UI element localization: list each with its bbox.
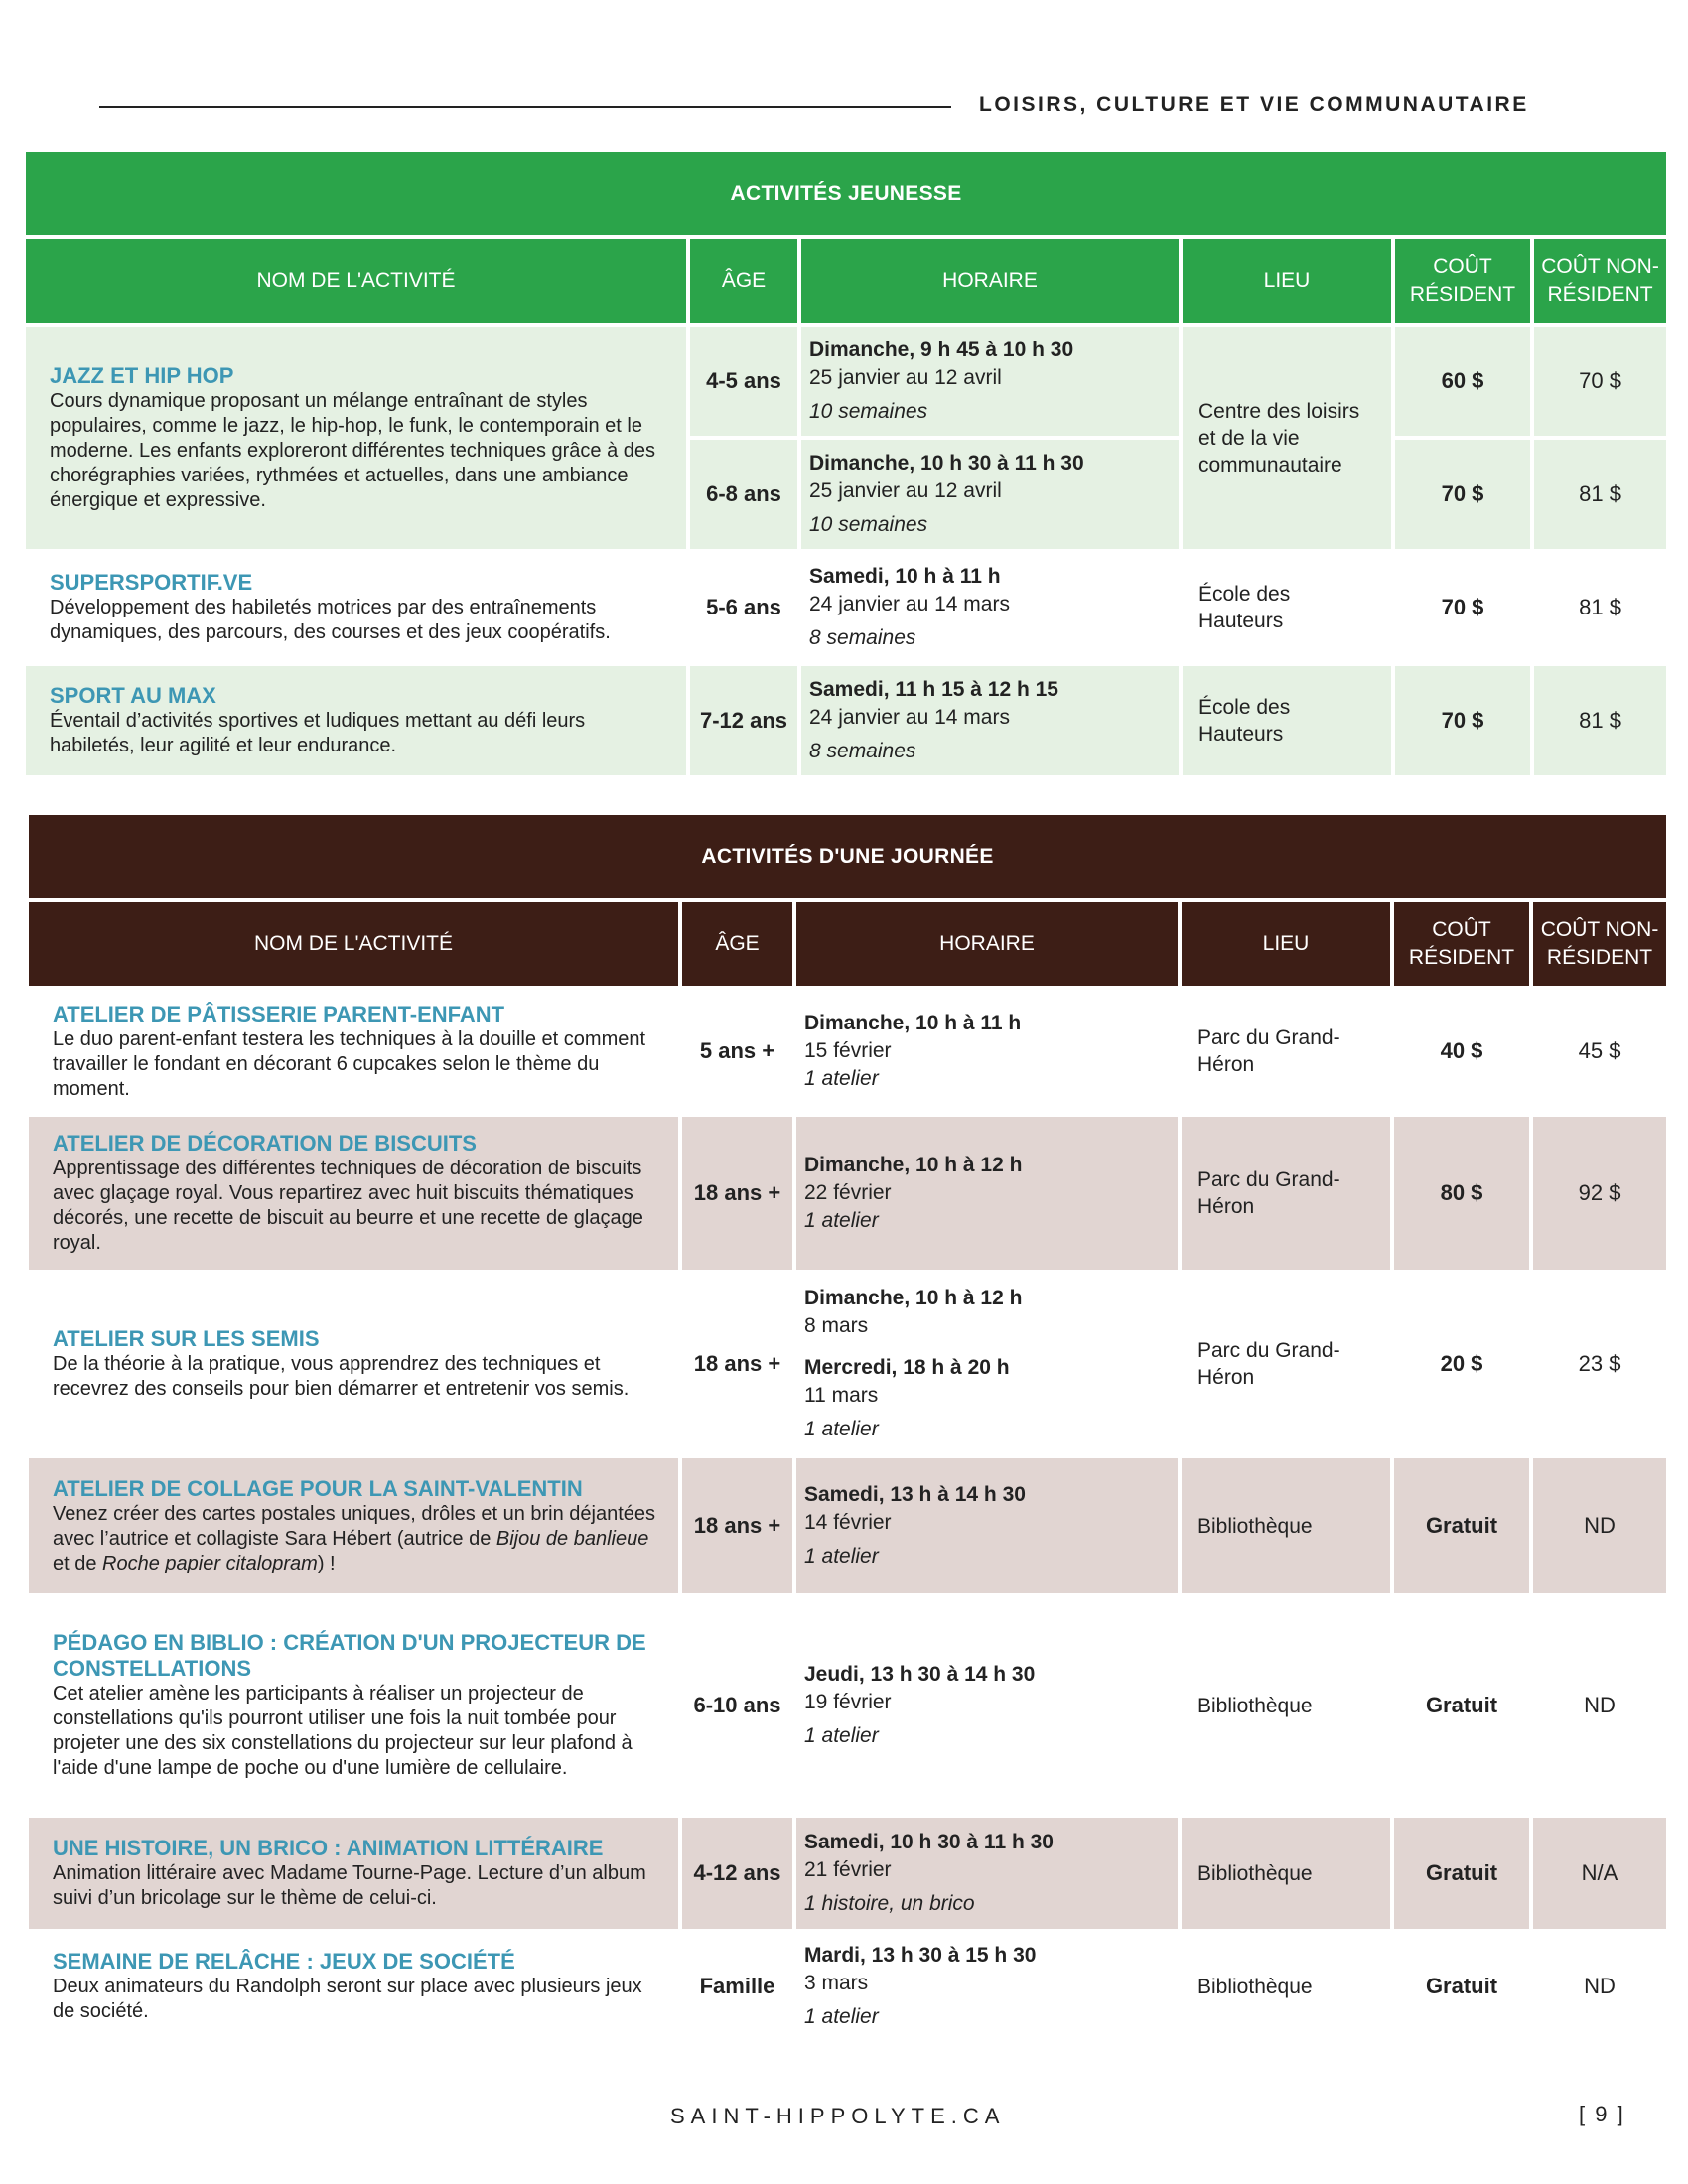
activity-cell	[29, 1933, 678, 2040]
schedule	[801, 327, 1179, 436]
age-range: 4-5 ans	[690, 327, 797, 436]
resident-cost: 60 $	[1395, 327, 1530, 436]
schedule-note: 1 atelier	[804, 1545, 879, 1568]
activity-name: ATELIER DE DÉCORATION DE BISCUITS	[53, 1131, 477, 1156]
day-activities-table	[25, 811, 1670, 2044]
section-title: LOISIRS, CULTURE ET VIE COMMUNAUTAIRE	[979, 93, 1529, 116]
activity-name: ATELIER DE COLLAGE POUR LA SAINT-VALENTIN	[53, 1475, 583, 1501]
youth-table-title: ACTIVITÉS JEUNESSE	[26, 152, 1666, 235]
resident-cost: Gratuit	[1425, 1974, 1498, 1998]
activity-name: UNE HISTOIRE, UN BRICO : ANIMATION LITTÉRAIRE	[53, 1836, 604, 1860]
resident-cost: Gratuit	[1425, 1693, 1498, 1717]
schedule-day: Samedi, 10 h 30 à 11 h 30	[804, 1831, 1054, 1853]
schedule	[796, 1117, 1178, 1270]
schedule-dates: 14 février	[804, 1511, 892, 1534]
resident-cost: 20 $	[1440, 1351, 1483, 1376]
age-range: 6-10 ans	[693, 1693, 781, 1717]
schedule-dates: 3 mars	[804, 1972, 869, 1994]
activity-name: SEMAINE DE RELÂCHE : JEUX DE SOCIÉTÉ	[53, 1949, 515, 1974]
activity-cell	[29, 990, 678, 1113]
description-text: ) !	[317, 1552, 336, 1574]
description-text: et de	[53, 1552, 103, 1574]
activity-description: Cours dynamique proposant un mélange entraînant de styles populaires, comme le jazz, le hip-hop, le funk, le contemporain et le moderne. Les enfants exploreront différentes techniques grâce à des chorégraphies variées, rythmées et actuelles, dans une ambiance énergique et expressive.	[50, 389, 656, 511]
nonresident-cost: 45 $	[1578, 1038, 1621, 1063]
activity-cell	[29, 1818, 678, 1929]
schedule	[796, 1274, 1178, 1454]
page-number: [ 9 ]	[1579, 2102, 1625, 2126]
activity-description: Deux animateurs du Randolph seront sur place avec plusieurs jeux de société.	[53, 1976, 642, 2022]
activity-cell	[29, 1117, 678, 1270]
nonresident-cost: 70 $	[1534, 327, 1666, 436]
schedule-dates: 25 janvier au 12 avril	[809, 366, 1002, 389]
activity-description: De la théorie à la pratique, vous apprendrez des techniques et recevrez des conseils pour bien démarrer et entretenir vos semis.	[53, 1353, 630, 1400]
col-header-location: LIEU	[1183, 239, 1391, 323]
col-header-name: NOM DE L'ACTIVITÉ	[29, 902, 678, 986]
schedule-dates: 24 janvier au 14 mars	[809, 706, 1010, 729]
col-header-age: ÂGE	[690, 239, 797, 323]
schedule	[796, 1458, 1178, 1593]
nonresident-cost: ND	[1584, 1693, 1616, 1717]
location: Parc du Grand-Héron	[1197, 1026, 1340, 1076]
schedule-dates: 25 janvier au 12 avril	[809, 479, 1002, 502]
location: Centre des loisirs et de la vie communautaire	[1183, 327, 1391, 549]
schedule-dates: 8 mars	[804, 1314, 869, 1337]
location: Bibliothèque	[1182, 1458, 1390, 1593]
description-text: Venez créer des cartes postales uniques, drôles et un brin déjantées avec l’autrice et collagiste Sara Hébert (autrice de	[53, 1502, 656, 1550]
age-range: 6-8 ans	[690, 440, 797, 549]
table-row	[29, 1597, 1666, 1814]
schedule-dates: 19 février	[804, 1691, 892, 1713]
location: École des Hauteurs	[1198, 583, 1291, 632]
activity-cell	[29, 1458, 678, 1593]
schedule-day: Dimanche, 10 h à 12 h	[804, 1287, 1023, 1309]
col-header-nonresident-cost: COÛT NON-RÉSIDENT	[1534, 239, 1666, 323]
col-header-resident-cost: COÛT RÉSIDENT	[1394, 902, 1529, 986]
activity-description: Animation littéraire avec Madame Tourne-Page. Lecture d’un album suivi d’un bricolage sur le thème de celui-ci.	[53, 1862, 646, 1909]
nonresident-cost: 81 $	[1534, 666, 1666, 775]
col-header-resident-cost: COÛT RÉSIDENT	[1395, 239, 1530, 323]
schedule-day: Mardi, 13 h 30 à 15 h 30	[804, 1944, 1037, 1967]
schedule	[801, 440, 1179, 549]
schedule-day: Dimanche, 9 h 45 à 10 h 30	[809, 339, 1074, 361]
age-range: 7-12 ans	[690, 666, 797, 775]
activity-name: ATELIER DE PÂTISSERIE PARENT-ENFANT	[53, 1001, 505, 1026]
resident-cost: Gratuit	[1394, 1458, 1529, 1593]
schedule	[801, 666, 1179, 775]
location: École des Hauteurs	[1183, 666, 1391, 775]
col-header-location: LIEU	[1182, 902, 1390, 986]
schedule-day: Mercredi, 18 h à 20 h	[804, 1356, 1010, 1379]
activity-cell	[29, 1274, 678, 1454]
table-row	[29, 990, 1666, 1113]
schedule-dates: 21 février	[804, 1858, 892, 1881]
nonresident-cost: 92 $	[1533, 1117, 1666, 1270]
resident-cost: Gratuit	[1394, 1818, 1529, 1929]
activity-name: ATELIER SUR LES SEMIS	[53, 1326, 320, 1351]
schedule-day: Jeudi, 13 h 30 à 14 h 30	[804, 1663, 1036, 1686]
nonresident-cost: 23 $	[1578, 1351, 1621, 1376]
col-header-schedule: HORAIRE	[796, 902, 1178, 986]
schedule-note: 1 atelier	[804, 1418, 879, 1440]
nonresident-cost: ND	[1533, 1458, 1666, 1593]
schedule-day: Dimanche, 10 h 30 à 11 h 30	[809, 452, 1084, 475]
col-header-nonresident-cost: COÛT NON-RÉSIDENT	[1533, 902, 1666, 986]
activity-cell	[26, 666, 686, 775]
activity-name: SUPERSPORTIF.VE	[50, 570, 253, 595]
table-row	[29, 1274, 1666, 1454]
location: Bibliothèque	[1182, 1818, 1390, 1929]
nonresident-cost: 81 $	[1579, 595, 1621, 619]
schedule-dates: 22 février	[804, 1181, 892, 1204]
schedule-note: 1 atelier	[804, 1209, 879, 1232]
activity-description: Cet atelier amène les participants à réaliser un projecteur de constellations qu'ils pourront utiliser une fois la nuit tombée pour projeter une des six constellations du projecteur sur leur plafond à l'aide d'une lampe de poche ou d'une lumière de cellulaire.	[53, 1683, 633, 1779]
col-header-age: ÂGE	[682, 902, 792, 986]
table-row	[29, 1933, 1666, 2040]
age-range: Famille	[699, 1974, 775, 1998]
activity-name: PÉDAGO EN BIBLIO : CRÉATION D'UN PROJECTEUR DE CONSTELLATIONS	[53, 1630, 646, 1681]
schedule-note: 8 semaines	[809, 626, 916, 649]
age-range: 18 ans +	[693, 1351, 781, 1376]
schedule-dates: 11 mars	[804, 1384, 879, 1407]
schedule-note: 10 semaines	[809, 400, 928, 423]
resident-cost: 40 $	[1440, 1038, 1483, 1063]
schedule-day: Samedi, 13 h à 14 h 30	[804, 1483, 1026, 1506]
schedule	[796, 1597, 1178, 1814]
location: Parc du Grand-Héron	[1197, 1339, 1340, 1389]
activity-name: SPORT AU MAX	[50, 683, 216, 708]
footer-website-url[interactable]: SAINT-HIPPOLYTE.CA	[670, 2104, 1006, 2128]
header-rule	[99, 106, 951, 108]
schedule	[796, 990, 1178, 1113]
age-range: 5 ans +	[699, 1038, 775, 1063]
activity-cell	[26, 327, 686, 549]
schedule-note: 1 atelier	[804, 1724, 879, 1747]
activity-description: Apprentissage des différentes techniques de décoration de biscuits avec glaçage royal. Vous repartirez avec huit biscuits thématiques décorés, une recette de biscuit au beurre et une recette de glaçage royal.	[53, 1158, 643, 1254]
table-row	[26, 666, 1666, 775]
schedule-day: Dimanche, 10 h à 12 h	[804, 1154, 1023, 1176]
age-range: 18 ans +	[682, 1458, 792, 1593]
activity-description: Éventail d’activités sportives et ludiques mettant au défi leurs habiletés, leur agilité et leur endurance.	[50, 710, 586, 756]
col-header-schedule: HORAIRE	[801, 239, 1179, 323]
book-title: Bijou de banlieue	[495, 1527, 649, 1550]
resident-cost: 70 $	[1395, 440, 1530, 549]
activity-description	[53, 1502, 666, 1576]
schedule-note: 1 histoire, un brico	[804, 1892, 975, 1915]
schedule-note: 1 atelier	[804, 1067, 879, 1090]
age-range: 5-6 ans	[706, 595, 781, 619]
schedule-day: Samedi, 10 h à 11 h	[809, 565, 1001, 588]
schedule-dates: 15 février	[804, 1039, 892, 1062]
table-row	[29, 1117, 1666, 1270]
schedule-note: 10 semaines	[809, 513, 928, 536]
resident-cost: 70 $	[1441, 595, 1484, 619]
day-table-title: ACTIVITÉS D'UNE JOURNÉE	[29, 815, 1666, 898]
schedule	[801, 553, 1179, 662]
activity-name: JAZZ ET HIP HOP	[50, 362, 234, 388]
age-range: 4-12 ans	[682, 1818, 792, 1929]
table-row	[26, 553, 1666, 662]
activity-cell	[29, 1597, 678, 1814]
book-title: Roche papier citalopram	[102, 1552, 318, 1574]
nonresident-cost: N/A	[1533, 1818, 1666, 1929]
location: Bibliothèque	[1197, 1694, 1313, 1717]
youth-activities-table	[22, 148, 1670, 779]
col-header-name: NOM DE L'ACTIVITÉ	[26, 239, 686, 323]
resident-cost: 70 $	[1395, 666, 1530, 775]
location: Parc du Grand-Héron	[1182, 1117, 1390, 1270]
nonresident-cost: ND	[1584, 1974, 1616, 1998]
activity-description: Développement des habiletés motrices par des entraînements dynamiques, des parcours, des courses et des jeux coopératifs.	[50, 597, 611, 643]
table-row	[26, 327, 1666, 436]
resident-cost: 80 $	[1394, 1117, 1529, 1270]
schedule-note: 1 atelier	[804, 2005, 879, 2028]
nonresident-cost: 81 $	[1534, 440, 1666, 549]
table-row	[29, 1458, 1666, 1593]
schedule-note: 8 semaines	[809, 740, 916, 762]
activity-cell	[26, 553, 686, 662]
schedule-dates: 24 janvier au 14 mars	[809, 593, 1010, 615]
location: Bibliothèque	[1197, 1975, 1313, 1998]
age-range: 18 ans +	[682, 1117, 792, 1270]
schedule	[796, 1818, 1178, 1929]
table-row	[29, 1818, 1666, 1929]
schedule-day: Dimanche, 10 h à 11 h	[804, 1012, 1022, 1034]
schedule-day: Samedi, 11 h 15 à 12 h 15	[809, 678, 1058, 701]
activity-description: Le duo parent-enfant testera les techniques à la douille et comment travailler le fondant en décorant 6 cupcakes selon le thème du moment.	[53, 1027, 646, 1100]
schedule	[796, 1933, 1178, 2040]
